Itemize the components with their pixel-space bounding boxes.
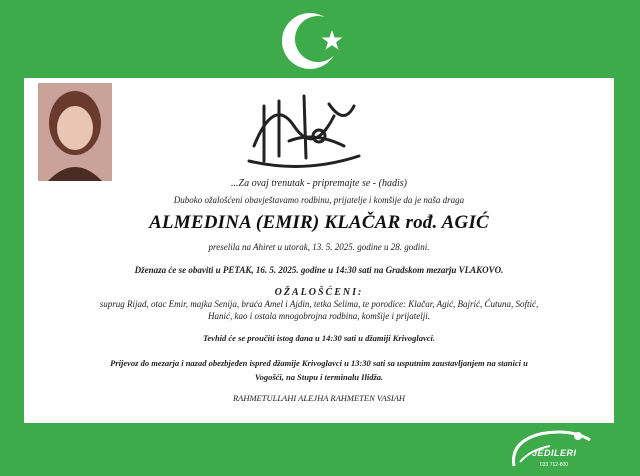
transport-info bbox=[54, 356, 584, 384]
death-date-text: preselila na Ahiret u utorak, 13. 5. 2025. godine u 28. godini. bbox=[208, 242, 430, 252]
mourners-title: OŽALOŠĆENI: bbox=[274, 287, 364, 298]
mourners-list bbox=[44, 298, 594, 322]
deceased-name: ALMEDINA (EMIR) KLAČAR rođ. AGIĆ bbox=[149, 212, 489, 233]
arabic-calligraphy bbox=[234, 86, 374, 174]
intro-text: Duboko ožalošćeni obavještavamo rodbinu, prijatelje i komšije da je naša draga bbox=[173, 195, 465, 205]
mourners-line: Hanić, kao i ostala mnogobrojna rodbina, komšije i prijatelji. bbox=[207, 311, 431, 321]
crescent-star-icon bbox=[270, 6, 370, 76]
funeral-details: Dženaza će se obaviti u PETAK, 16. 5. 2025. godine u 14:30 sati na Gradskom mezarju VLAKOVO. bbox=[134, 265, 504, 275]
hadith-quote: ...Za ovaj trenutak - pripremajte se - (hadis) bbox=[231, 178, 407, 189]
transport-line: Prijevoz do mezarja i nazad obezbjeđen ispred džamije Krivoglavci u 13:30 sati sa usputnim zaustavljanjem na stanici u bbox=[110, 358, 528, 368]
mourners-line: suprug Rijad, otac Emir, majka Senija, braća Amel i Ajdin, tetka Selima, te porodice: Klačar, Agić, Bajrić, Ćutuna, Softić, bbox=[99, 299, 539, 309]
logo-phone: 033 712-800 bbox=[540, 462, 569, 468]
transport-line: Vogošći, na Stupu i terminalu Ilidža. bbox=[254, 372, 384, 382]
closing-prayer: RAHMETULLAHI ALEJHA RAHMETEN VASIAH bbox=[232, 393, 406, 403]
tevhid-info: Tevhid će se proučiti istog dana u 14:30 sati u džamiji Krivoglavci. bbox=[202, 333, 436, 343]
logo-name: JEDILERI bbox=[532, 448, 577, 458]
portrait-photo bbox=[38, 83, 112, 181]
obituary-card bbox=[24, 78, 614, 423]
